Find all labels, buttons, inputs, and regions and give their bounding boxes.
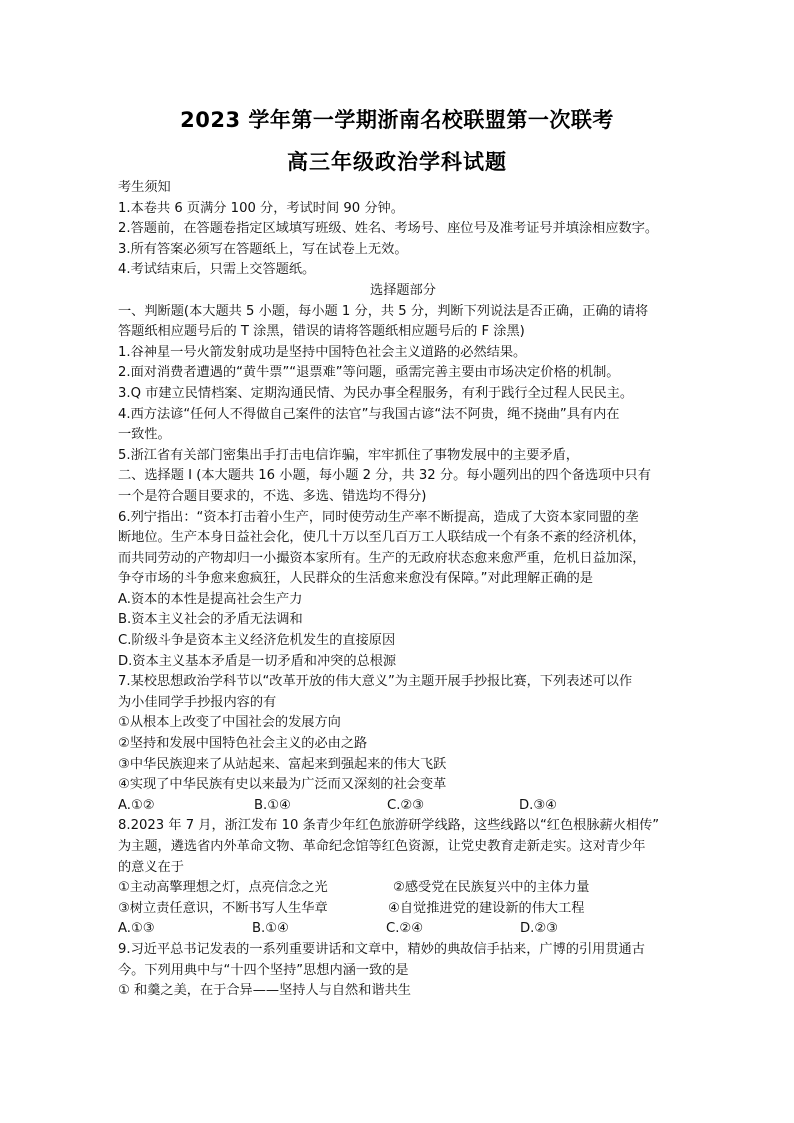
q7-statement: ①从根本上改变了中国社会的发展方向 — [118, 715, 341, 731]
notice-item: 2.答题前，在答题卷指定区域填写班级、姓名、考场号、座位号及准考证号并填涂相应数字。 — [118, 221, 659, 237]
judge-item: 1.谷神星一号火箭发射成功是坚持中国特色社会主义道路的必然结果。 — [118, 344, 527, 360]
q7-statement: ②坚持和发展中国特色社会主义的必由之路 — [118, 736, 368, 752]
q6-option-a: A.资本的本性是提高社会生产力 — [118, 591, 303, 607]
part1-instruction: 答题纸相应题号后的 T 涂黑，错误的请将答题纸相应题号后的 F 涂黑) — [118, 324, 525, 340]
q7-statement: ④实现了中华民族有史以来最为广泛而又深刻的社会变革 — [118, 777, 447, 793]
judge-item: 4.西方法谚“任何人不得做自己案件的法官”与我国古谚“法不阿贵，绳不挠曲”具有内在 — [118, 406, 620, 422]
q8-statement: ④自觉推进党的建设新的伟大工程 — [388, 900, 585, 916]
q8-stem: 的意义在于 — [118, 859, 184, 875]
judge-item: 3.Q 市建立民情档案、定期沟通民情、为民办事全程服务，有利于践行全过程人民民主。 — [118, 385, 634, 401]
q6-stem: 而共同劳动的产物却归一小撮资本家所有。生产的无政府状态愈来愈严重，危机日益加深， — [118, 550, 646, 566]
q8-choice-b: B.①④ — [252, 921, 289, 937]
judge-item: 2.面对消费者遭遇的“黄牛票”“退票难”等问题，亟需完善主要由市场决定价格的机制。 — [118, 365, 620, 381]
q6-option-b: B.资本主义社会的矛盾无法调和 — [118, 612, 303, 628]
q7-choice-a: A.①② — [118, 797, 155, 813]
q7-stem: 7.某校思想政治学科节以“改革开放的伟大意义”为主题开展手抄报比赛，下列表述可以作 — [118, 674, 633, 690]
judge-item: 一致性。 — [118, 427, 171, 443]
q8-statement: ③树立责任意识，不断书写人生华章 — [118, 900, 328, 916]
notice-item: 4.考试结束后，只需上交答题纸。 — [118, 262, 316, 278]
q8-choice-c: C.②④ — [386, 921, 424, 937]
exam-body — [118, 178, 688, 1002]
notice-heading: 考生须知 — [118, 180, 171, 195]
q8-stem: 8.2023 年 7 月，浙江发布 10 条青少年红色旅游研学线路，这些线路以“红色根脉薪火相传” — [118, 818, 660, 834]
q7-choices — [118, 796, 688, 817]
part1-instruction: 一、判断题(本大题共 5 小题，每小题 1 分，共 5 分，判断下列说法是否正确，正确的请将 — [118, 303, 649, 319]
part2-instruction: 一个是符合题目要求的，不选、多选、错选均不得分) — [118, 488, 427, 504]
q7-stem: 为小佳同学手抄报内容的有 — [118, 694, 277, 710]
q9-stem: 今。下列用典中与“十四个坚持”思想内涵一致的是 — [118, 962, 409, 978]
notice-item: 1.本卷共 6 页满分 100 分，考试时间 90 分钟。 — [118, 200, 404, 216]
part2-instruction: 二、选择题 I (本大题共 16 小题，每小题 2 分，共 32 分。每小题列出的四个备选项中只有 — [118, 468, 651, 484]
exam-title: 2023 学年第一学期浙南名校联盟第一次联考 — [180, 108, 614, 132]
q6-option-d: D.资本主义基本矛盾是一切矛盾和冲突的总根源 — [118, 653, 397, 669]
q6-stem: 争夺市场的斗争愈来愈疯狂，人民群众的生活愈来愈没有保障。”对此理解正确的是 — [118, 571, 593, 587]
q9-statement: ① 和羹之美，在于合异——坚持人与自然和谐共生 — [118, 983, 411, 999]
q9-stem: 9.习近平总书记发表的一系列重要讲话和文章中，精妙的典故信手拈来，广博的引用贯通古 — [118, 941, 645, 957]
q8-choice-d: D.②③ — [520, 921, 558, 937]
q8-stem: 为主题，遴选省内外革命文物、革命纪念馆等红色资源，让党史教育走新走实。这对青少年 — [118, 839, 646, 854]
judge-item: 5.浙江省有关部门密集出手打击电信诈骗，牢牢抓住了事物发展中的主要矛盾， — [118, 447, 579, 463]
q8-choice-a: A.①③ — [118, 921, 155, 937]
q6-stem: 6.列宁指出：“资本打击着小生产，同时使劳动生产率不断提高，造成了大资本家同盟的垄 — [118, 509, 639, 525]
q8-choices — [118, 919, 688, 940]
q7-choice-c: C.②③ — [387, 797, 425, 813]
q7-statement: ③中华民族迎来了从站起来、富起来到强起来的伟大飞跃 — [118, 756, 447, 772]
notice-item: 3.所有答案必须写在答题纸上，写在试卷上无效。 — [118, 241, 408, 257]
q7-choice-b: B.①④ — [254, 797, 291, 813]
q8-statement: ①主动高擎理想之灯，点亮信念之光 — [118, 880, 328, 896]
q8-statement-row — [118, 878, 688, 899]
q7-choice-d: D.③④ — [519, 797, 557, 813]
q6-stem: 断地位。生产本身日益社会化，使几十万以至几百万工人联结成一个有条不紊的经济机体， — [118, 530, 646, 546]
q8-statement: ②感受党在民族复兴中的主体力量 — [393, 880, 590, 896]
q6-option-c: C.阶级斗争是资本主义经济危机发生的直接原因 — [118, 633, 396, 649]
q8-statement-row — [118, 899, 688, 920]
exam-subtitle: 高三年级政治学科试题 — [287, 150, 507, 174]
section-title: 选择题部分 — [370, 282, 436, 298]
